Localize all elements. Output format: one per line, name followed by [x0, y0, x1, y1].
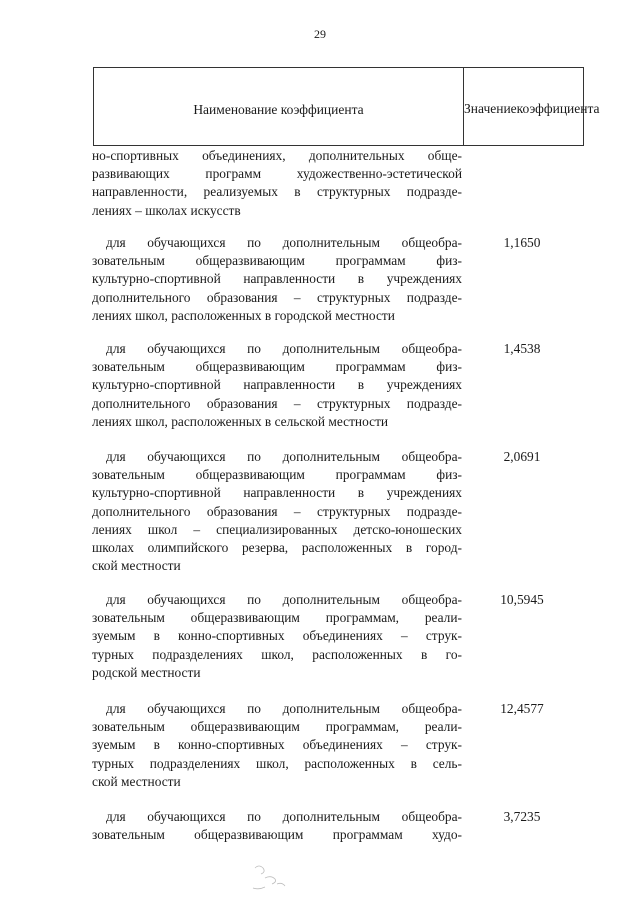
- row-text-line: для обучающихся по дополнительным общеобра-: [106, 592, 462, 607]
- row-text-line: для обучающихся по дополнительным общеобра-: [106, 809, 462, 824]
- row-text-line: для обучающихся по дополнительным общеобра-: [106, 701, 462, 716]
- coefficient-value: 2,0691: [503, 449, 541, 464]
- coefficient-row: [92, 808, 462, 844]
- row-text-line: развивающих программ художественно-эстетической: [92, 166, 462, 182]
- row-text-line: лениях школ, расположенных в городской местности: [92, 307, 395, 323]
- row-text-line: культурно-спортивной направленности в учреждениях: [92, 271, 462, 287]
- row-text-line: направленности, реализуемых в структурных подразде-: [92, 184, 462, 200]
- row-text-line: лениях школ, расположенных в сельской местности: [92, 413, 389, 429]
- row-text-line: но-спортивных объединениях, дополнительных обще-: [92, 148, 462, 163]
- coefficient-value: 3,7235: [503, 809, 541, 824]
- coefficient-value: 1,4538: [503, 341, 541, 356]
- row-text-line: зовательным общеразвивающим программам худо-: [92, 827, 462, 843]
- faint-stamp-mark: [243, 860, 303, 900]
- row-text-line: зовательным общеразвивающим программам физ-: [92, 359, 462, 375]
- coefficient-value: 12,4577: [500, 701, 544, 716]
- row-text-line: дополнительного образования – структурных подразде-: [92, 395, 462, 411]
- row-text-line: школах олимпийского резерва, расположенных в город-: [92, 540, 462, 556]
- row-text-line: зуемым в конно-спортивных объединениях – струк-: [92, 737, 462, 753]
- coefficient-row: [92, 234, 462, 325]
- coefficient-row: [92, 340, 462, 431]
- coefficient-row: [92, 700, 462, 791]
- row-text-line: зуемым в конно-спортивных объединениях – струк-: [92, 628, 462, 644]
- coefficient-row: [92, 591, 462, 682]
- row-text-line: для обучающихся по дополнительным общеобра-: [106, 449, 462, 464]
- row-text-line: дополнительного образования – структурных подразде-: [92, 289, 462, 305]
- coefficient-row: [92, 448, 462, 575]
- coefficient-value: 1,1650: [503, 235, 541, 250]
- row-text-line: зовательным общеразвивающим программам физ-: [92, 467, 462, 483]
- table-header: [93, 67, 600, 146]
- row-text-line: турных подразделениях школ, расположенных в сель-: [92, 755, 462, 771]
- row-text-line: зовательным общеразвивающим программам, реали-: [92, 610, 462, 626]
- row-text-line: ской местности: [92, 558, 181, 574]
- row-text-line: родской местности: [92, 664, 201, 680]
- row-text-line: зовательным общеразвивающим программам физ-: [92, 253, 462, 269]
- row-text-line: культурно-спортивной направленности в учреждениях: [92, 485, 462, 501]
- coefficient-value-header: [464, 68, 600, 145]
- row-text-line: культурно-спортивной направленности в учреждениях: [92, 377, 462, 393]
- coefficient-name-header: Наименование коэффициента: [94, 68, 464, 145]
- page-number: 29: [314, 27, 326, 41]
- value-header-line-2: коэффициента: [516, 100, 600, 116]
- row-text-line: лениях – школах искусств: [92, 202, 241, 218]
- coefficient-row-continuation: [92, 147, 462, 220]
- row-text-line: для обучающихся по дополнительным общеобра-: [106, 235, 462, 250]
- row-text-line: турных подразделениях школ, расположенных в го-: [92, 646, 462, 662]
- row-text-line: ской местности: [92, 773, 181, 789]
- row-text-line: для обучающихся по дополнительным общеобра-: [106, 341, 462, 356]
- value-header-line-1: Значение: [464, 100, 517, 116]
- row-text-line: зовательным общеразвивающим программам, реали-: [92, 719, 462, 735]
- coefficient-value: 10,5945: [500, 592, 544, 607]
- row-text-line: дополнительного образования – структурных подразде-: [92, 503, 462, 519]
- row-text-line: лениях школ – специализированных детско-юношеских: [92, 521, 462, 537]
